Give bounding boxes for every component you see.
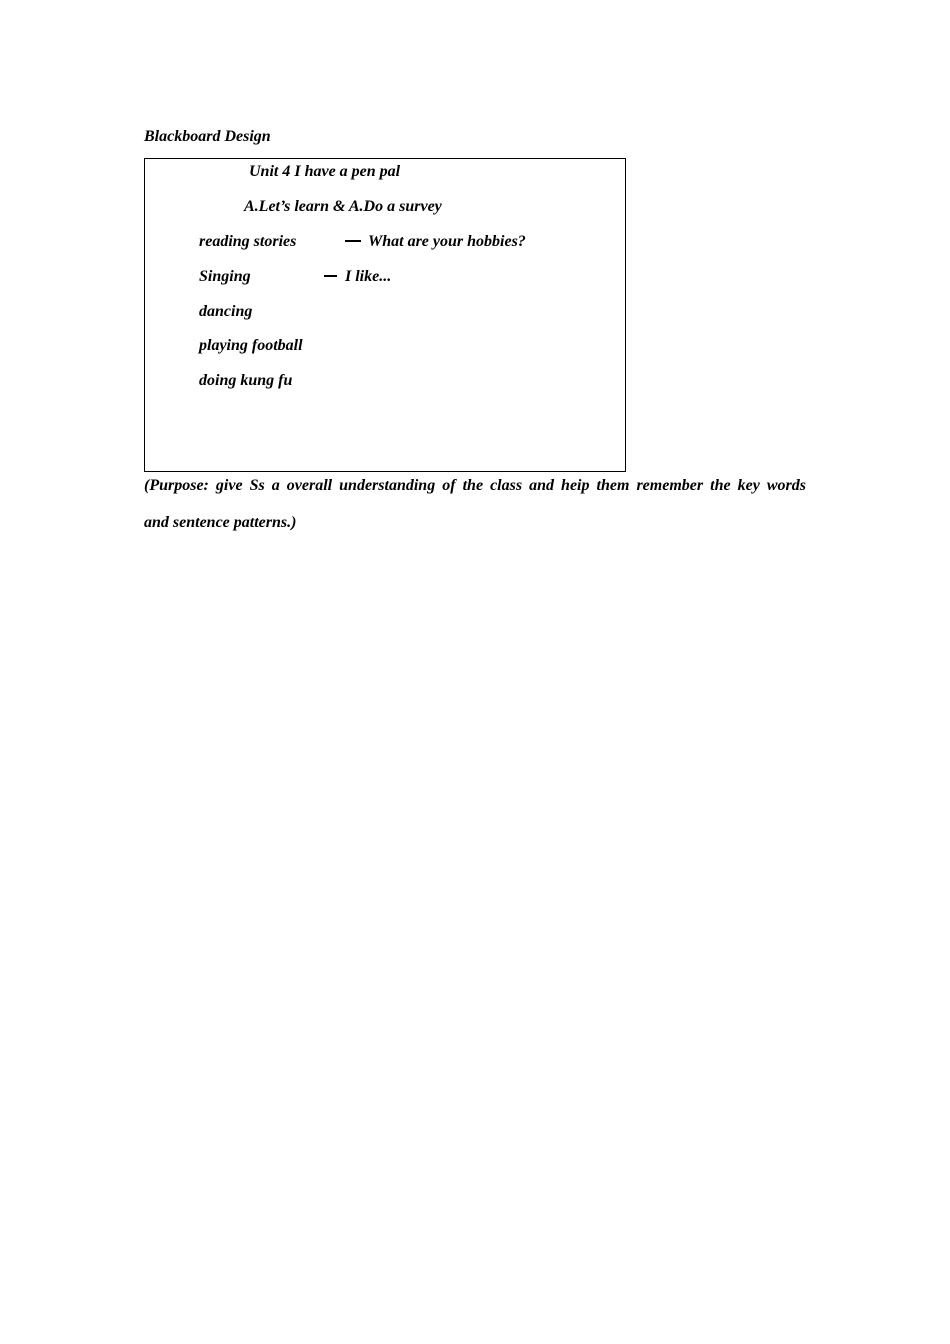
purpose-line-2: and sentence patterns.) [144,514,297,531]
dialogue-question: What are your hobbies? [368,233,526,250]
answer-dash [324,275,337,277]
dialogue-answer: I like... [345,268,392,285]
board-subtitle: A.Let’s learn & A.Do a survey [244,198,442,215]
purpose-line-1: (Purpose: give Ss a overall understanding of the class and heip them remember the key words [144,477,806,494]
section-heading: Blackboard Design [144,128,271,145]
vocab-item: reading stories [199,233,297,250]
board-title: Unit 4 I have a pen pal [249,163,401,180]
vocab-item: Singing [199,268,251,285]
question-dash [345,240,361,242]
vocab-item: doing kung fu [199,372,293,389]
vocab-item: dancing [199,303,253,320]
vocab-item: playing football [199,337,303,354]
